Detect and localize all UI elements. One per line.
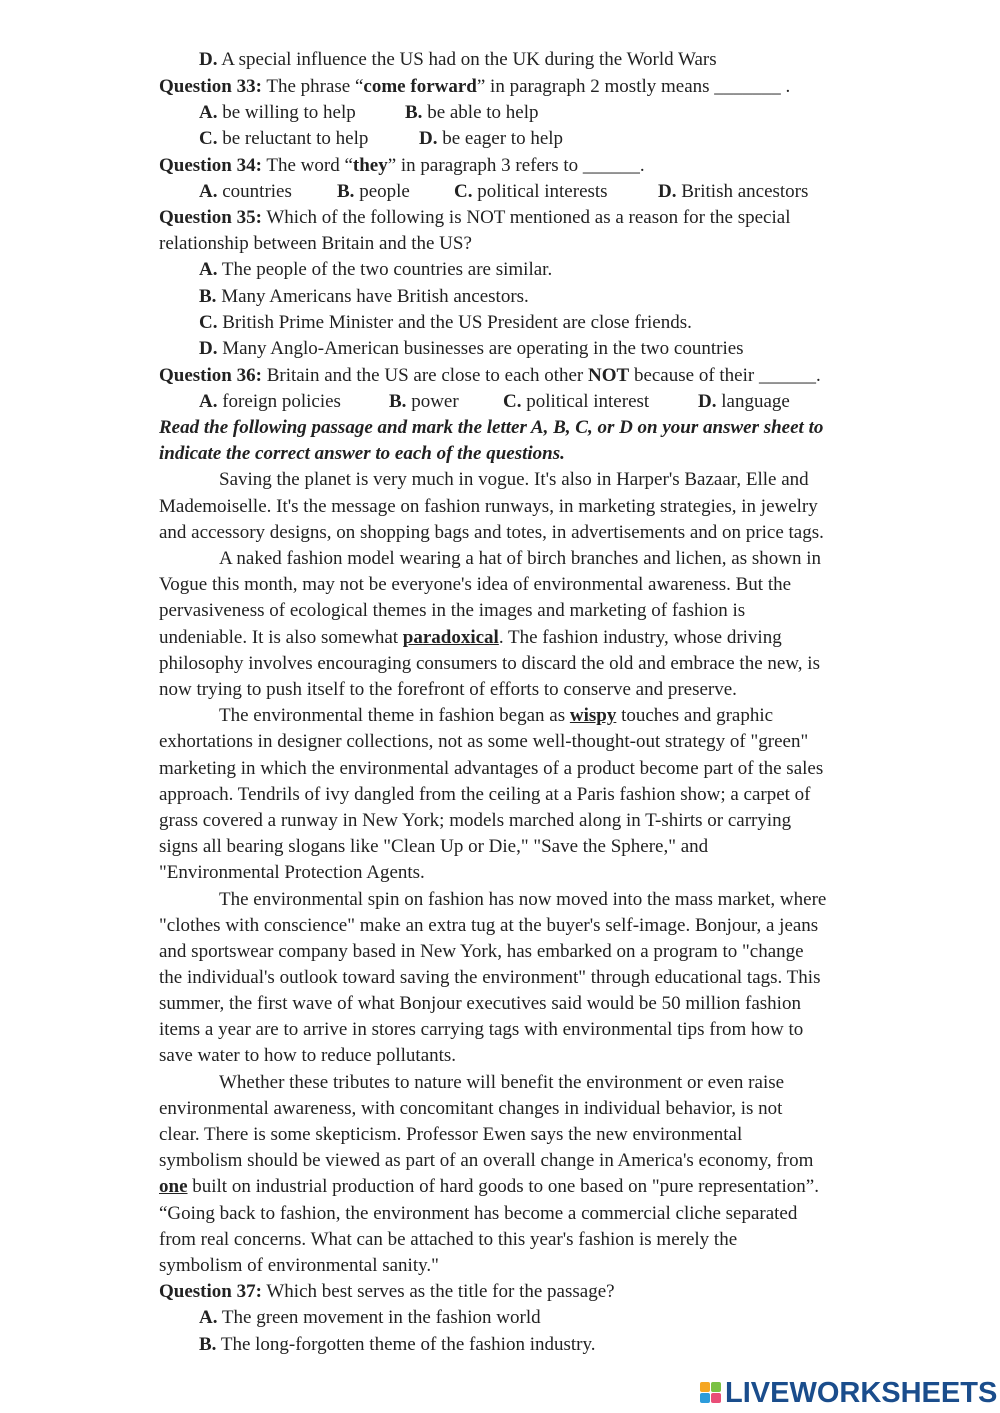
q36-option-d: D. language [698, 391, 790, 412]
passage-p5-line1: Whether these tributes to nature will benefit the environment or even raise [219, 1072, 785, 1093]
passage-p2-line6: now trying to push itself to the forefront of efforts to conserve and preserve. [159, 679, 737, 700]
passage-p3-line3: marketing in which the environmental advantages of a product become part of the sales [159, 758, 824, 779]
q32-option-d: D. A special influence the US had on the UK during the World Wars [199, 49, 717, 70]
q33-options-row2 [199, 128, 899, 150]
passage-p4-line2: "clothes with conscience" make an extra tug at the buyer's self-image. Bonjour, a jeans [159, 915, 819, 936]
passage-p4-line6: items a year are to arrive in stores carrying tags with environmental tips from how to [159, 1019, 804, 1040]
q35-option-b: B. Many Americans have British ancestors. [199, 286, 529, 307]
passage-p3-line1: The environmental theme in fashion began as wispy touches and graphic [219, 705, 774, 726]
passage-p2-line5: philosophy involves encouraging consumers to discard the old and embrace the new, is [159, 653, 820, 674]
q34-option-a: A. countries [199, 181, 292, 202]
passage-p1-line2: Mademoiselle. It's the message on fashion runways, in marketing strategies, in jewelry [159, 496, 818, 517]
liveworksheets-logo-icon [700, 1382, 722, 1404]
passage-p2-line4: undeniable. It is also somewhat paradoxical. The fashion industry, whose driving [159, 627, 782, 648]
passage-p4-line7: save water to how to reduce pollutants. [159, 1045, 457, 1066]
passage-p1-line1: Saving the planet is very much in vogue. It's also in Harper's Bazaar, Elle and [219, 469, 809, 490]
passage-p3-line2: exhortations in designer collections, not as some well-thought-out strategy of "green" [159, 731, 809, 752]
passage-p2-line3: pervasiveness of ecological themes in the images and marketing of fashion is [159, 600, 746, 621]
q37-option-b: B. The long-forgotten theme of the fashion industry. [199, 1334, 596, 1355]
passage-p1-line3: and accessory designs, on shopping bags and totes, in advertisements and on price tags. [159, 522, 824, 543]
keyword-wispy: wispy [569, 705, 617, 726]
instruction-line2: indicate the correct answer to each of the questions. [159, 443, 565, 464]
liveworksheets-logo-text: LIVEWORKSHEETS [725, 1376, 998, 1409]
keyword-one: one [159, 1176, 188, 1197]
passage-p5-line3: clear. There is some skepticism. Professor Ewen says the new environmental [159, 1124, 743, 1145]
q33-stem: Question 33: The phrase “come forward” in paragraph 2 mostly means _______ . [159, 76, 791, 97]
q33-option-b: B. be able to help [405, 102, 539, 123]
passage-p2-line1: A naked fashion model wearing a hat of birch branches and lichen, as shown in [219, 548, 822, 569]
q36-option-a: A. foreign policies [199, 391, 341, 412]
passage-p4-line3: and sportswear company based in New York, has embarked on a program to "change [159, 941, 804, 962]
passage-p3-line7: "Environmental Protection Agents. [159, 862, 425, 883]
instruction-line1: Read the following passage and mark the letter A, B, C, or D on your answer sheet to [159, 417, 824, 438]
q36-options [199, 391, 899, 413]
keyword-paradoxical: paradoxical [402, 627, 499, 648]
passage-p5-line2: environmental awareness, with concomitant changes in individual behavior, is not [159, 1098, 783, 1119]
q36-option-b: B. power [389, 391, 459, 412]
passage-p5-line6: “Going back to fashion, the environment has become a commercial cliche separated [159, 1203, 798, 1224]
passage-p2-line2: Vogue this month, may not be everyone's idea of environmental awareness. But the [159, 574, 792, 595]
q34-option-b: B. people [337, 181, 410, 202]
q35-stem-line1: Question 35: Which of the following is NOT mentioned as a reason for the special [159, 207, 791, 228]
q35-option-a: A. The people of the two countries are similar. [199, 259, 553, 280]
passage-p3-line5: grass covered a runway in New York; models marched along in T-shirts or carrying [159, 810, 792, 831]
passage-p5-line8: symbolism of environmental sanity." [159, 1255, 439, 1276]
q33-option-c: C. be reluctant to help [199, 128, 369, 149]
q34-stem: Question 34: The word “they” in paragraph 3 refers to ______. [159, 155, 645, 176]
passage-p4-line4: the individual's outlook toward saving the environment" through educational tags. This [159, 967, 821, 988]
q35-stem-line2: relationship between Britain and the US? [159, 233, 472, 254]
q37-option-a: A. The green movement in the fashion world [199, 1307, 541, 1328]
q36-stem: Question 36: Britain and the US are close to each other NOT because of their ______. [159, 365, 821, 386]
q34-options [199, 181, 899, 203]
q37-stem: Question 37: Which best serves as the title for the passage? [159, 1281, 615, 1302]
q35-option-c: C. British Prime Minister and the US President are close friends. [199, 312, 692, 333]
q33-option-d: D. be eager to help [419, 128, 564, 149]
passage-p4-line5: summer, the first wave of what Bonjour executives said would be 50 million fashion [159, 993, 801, 1014]
q33-options-row1 [199, 102, 899, 124]
passage-p5-line5: one built on industrial production of hard goods to one based on "pure representation”. [159, 1176, 819, 1197]
liveworksheets-logo [700, 1378, 997, 1408]
passage-p3-line6: signs all bearing slogans like "Clean Up or Die," "Save the Sphere," and [159, 836, 709, 857]
q34-option-d: D. British ancestors [658, 181, 809, 202]
passage-p3-line4: approach. Tendrils of ivy dangled from the ceiling at a Paris fashion show; a carpet of [159, 784, 811, 805]
passage-p4-line1: The environmental spin on fashion has now moved into the mass market, where [219, 889, 827, 910]
q33-option-a: A. be willing to help [199, 102, 356, 123]
q34-option-c: C. political interests [454, 181, 608, 202]
passage-p5-line7: from real concerns. What can be attached to this year's fashion is merely the [159, 1229, 738, 1250]
passage-p5-line4: symbolism should be viewed as part of an overall change in America's economy, from [159, 1150, 814, 1171]
q36-option-c: C. political interest [503, 391, 650, 412]
q35-option-d: D. Many Anglo-American businesses are operating in the two countries [199, 338, 744, 359]
